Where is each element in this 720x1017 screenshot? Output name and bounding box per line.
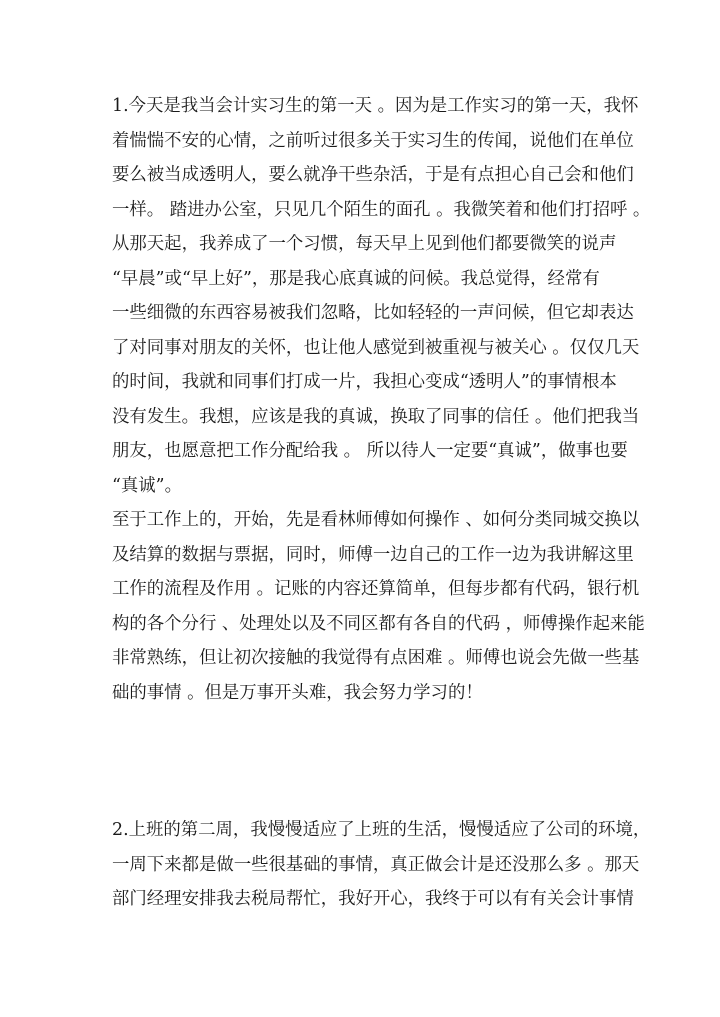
paragraph-section-2 bbox=[112, 813, 651, 917]
text-line: “早晨”或“早上好”，那是我心底真诚的问候。我总觉得，经常有 bbox=[112, 268, 600, 289]
text-line: 一些细微的东西容易被我们忽略，比如轻轻的一声问候，但它却表达 bbox=[112, 303, 634, 323]
text-line: 非常熟练，但让初次接触的我觉得有点困难 。师傅也说会先做一些基 bbox=[112, 648, 640, 668]
text-line: 2.上班的第二周，我慢慢适应了上班的生活，慢慢适应了公司的环境， bbox=[112, 820, 651, 840]
text-line: 至于工作上的，开始，先是看林师傅如何操作 、如何分类同城交换以 bbox=[112, 510, 640, 530]
text-line: 朋友，也愿意把工作分配给我 。 所以待人一定要“真诚”，做事也要 bbox=[112, 441, 628, 461]
text-line: 一样。 踏进办公室，只见几个陌生的面孔 。我微笑着和他们打招呼 。 bbox=[112, 199, 651, 220]
text-line: 了对同事对朋友的关怀，也让他人感觉到被重视与被关心 。仅仅几天 bbox=[112, 337, 640, 358]
text-line: 一周下来都是做一些很基础的事情，真正做会计是还没那么多 。那天 bbox=[112, 854, 640, 875]
text-line: 构的各个分行 、处理处以及不同区都有各自的代码 ，师傅操作起来能 bbox=[112, 613, 645, 634]
text-line: 工作的流程及作用 。记账的内容还算简单，但每步都有代码，银行机 bbox=[112, 579, 640, 599]
text-line: 及结算的数据与票据，同时，师傅一边自己的工作一边为我讲解这里 bbox=[112, 544, 634, 565]
text-line: 1.今天是我当会计实习生的第一天 。因为是工作实习的第一天，我怀 bbox=[112, 96, 639, 116]
text-line: 础的事情 。但是万事开头难，我会努力学习的！ bbox=[112, 682, 483, 703]
text-line: “真诚”。 bbox=[112, 475, 182, 496]
text-line: 要么被当成透明人，要么就净干些杂活，于是有点担心自己会和他们 bbox=[112, 165, 634, 185]
paragraph-section-1 bbox=[112, 89, 651, 710]
text-line: 没有发生。我想，应该是我的真诚，换取了同事的信任 。他们把我当 bbox=[112, 406, 640, 427]
text-line: 的时间，我就和同事们打成一片，我担心变成“透明人”的事情根本 bbox=[112, 372, 617, 392]
text-line: 从那天起，我养成了一个习惯，每天早上见到他们都要微笑的说声 bbox=[112, 234, 617, 254]
text-line: 部门经理安排我去税局帮忙，我好开心，我终于可以有有关会计事情 bbox=[112, 889, 634, 909]
text-line: 着惴惴不安的心情，之前听过很多关于实习生的传闻，说他们在单位 bbox=[112, 130, 634, 151]
